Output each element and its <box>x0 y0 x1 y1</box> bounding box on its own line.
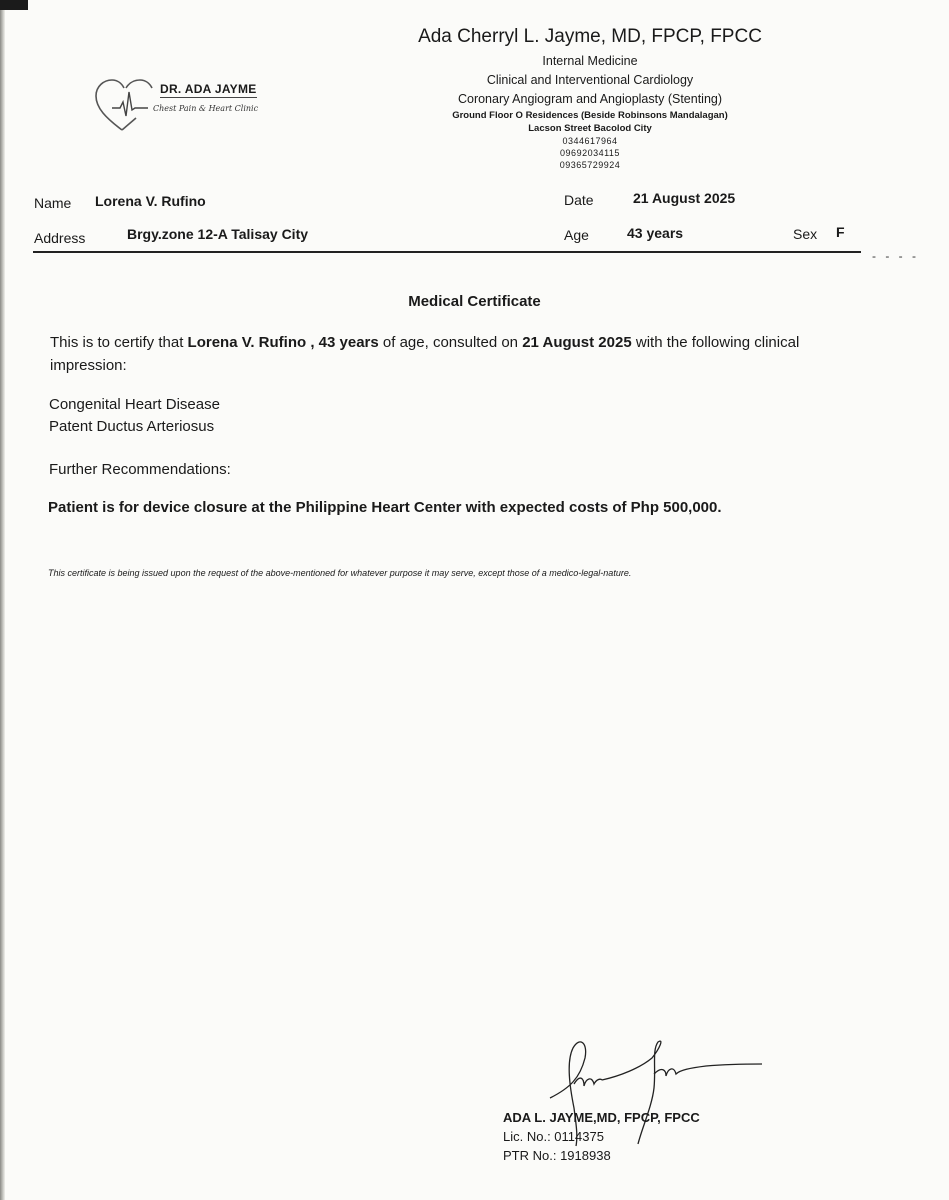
letterhead <box>385 26 795 171</box>
ptr-number: PTR No.: 1918938 <box>503 1148 611 1163</box>
clinic-city: Lacson Street Bacolod City <box>528 123 652 134</box>
sex-label: Sex <box>793 226 818 242</box>
heart-ecg-icon <box>92 74 162 134</box>
scan-corner <box>0 0 28 10</box>
license-number: Lic. No.: 0114375 <box>503 1129 604 1144</box>
date-label: Date <box>564 192 594 208</box>
specialty-line: Internal Medicine <box>542 54 638 68</box>
patient-age: 43 years <box>627 225 684 241</box>
clinical-impression <box>49 394 220 438</box>
disclaimer-note: This certificate is being issued upon the request of the above-mentioned for whatever purpose it may serve, except those of a medico-legal-nature. <box>48 568 632 578</box>
scan-edge <box>0 0 5 1200</box>
diagnosis-item: Congenital Heart Disease <box>49 396 220 413</box>
para-mid: of age, consulted on <box>382 334 519 351</box>
para-end: with the following clinical impression: <box>50 334 800 374</box>
phone-number: 09365729924 <box>559 160 621 170</box>
specialty-line: Coronary Angiogram and Angioplasty (Stenting) <box>457 92 723 106</box>
para-intro: This is to certify that <box>50 334 184 351</box>
recommendation-text: Patient is for device closure at the Philippine Heart Center with expected costs of Php 500,000. <box>48 499 722 516</box>
address-label: Address <box>34 230 86 246</box>
signatory-name: ADA L. JAYME,MD, FPCP, FPCC <box>503 1110 700 1125</box>
certification-paragraph <box>50 331 870 377</box>
specialty-line: Clinical and Interventional Cardiology <box>486 73 694 87</box>
recommendations-label: Further Recommendations: <box>49 461 231 478</box>
phone-number: 0344617964 <box>562 136 618 146</box>
phone-number: 09692034115 <box>560 148 620 158</box>
patient-sex: F <box>836 224 845 240</box>
visit-date: 21 August 2025 <box>633 190 736 206</box>
clinic-logo <box>92 74 292 134</box>
patient-name: Lorena V. Rufino <box>95 193 206 209</box>
certificate-title: Medical Certificate <box>408 293 541 310</box>
name-label: Name <box>34 195 72 211</box>
clinic-address: Ground Floor O Residences (Beside Robinsons Mandalagan) <box>452 110 728 121</box>
patient-address: Brgy.zone 12-A Talisay City <box>127 226 309 242</box>
divider-dashes: - - - - <box>872 249 919 263</box>
logo-name: DR. ADA JAYME <box>160 82 257 96</box>
diagnosis-item: Patent Ductus Arteriosus <box>49 418 215 435</box>
doctor-name: Ada Cherryl L. Jayme, MD, FPCP, FPCC <box>418 26 762 47</box>
para-date: 21 August 2025 <box>522 334 632 351</box>
signatory-block <box>503 1110 700 1163</box>
para-patient: Lorena V. Rufino , 43 years <box>187 334 379 351</box>
logo-subtitle: Chest Pain & Heart Clinic <box>153 104 259 113</box>
header-divider <box>33 251 861 253</box>
age-label: Age <box>564 227 589 243</box>
